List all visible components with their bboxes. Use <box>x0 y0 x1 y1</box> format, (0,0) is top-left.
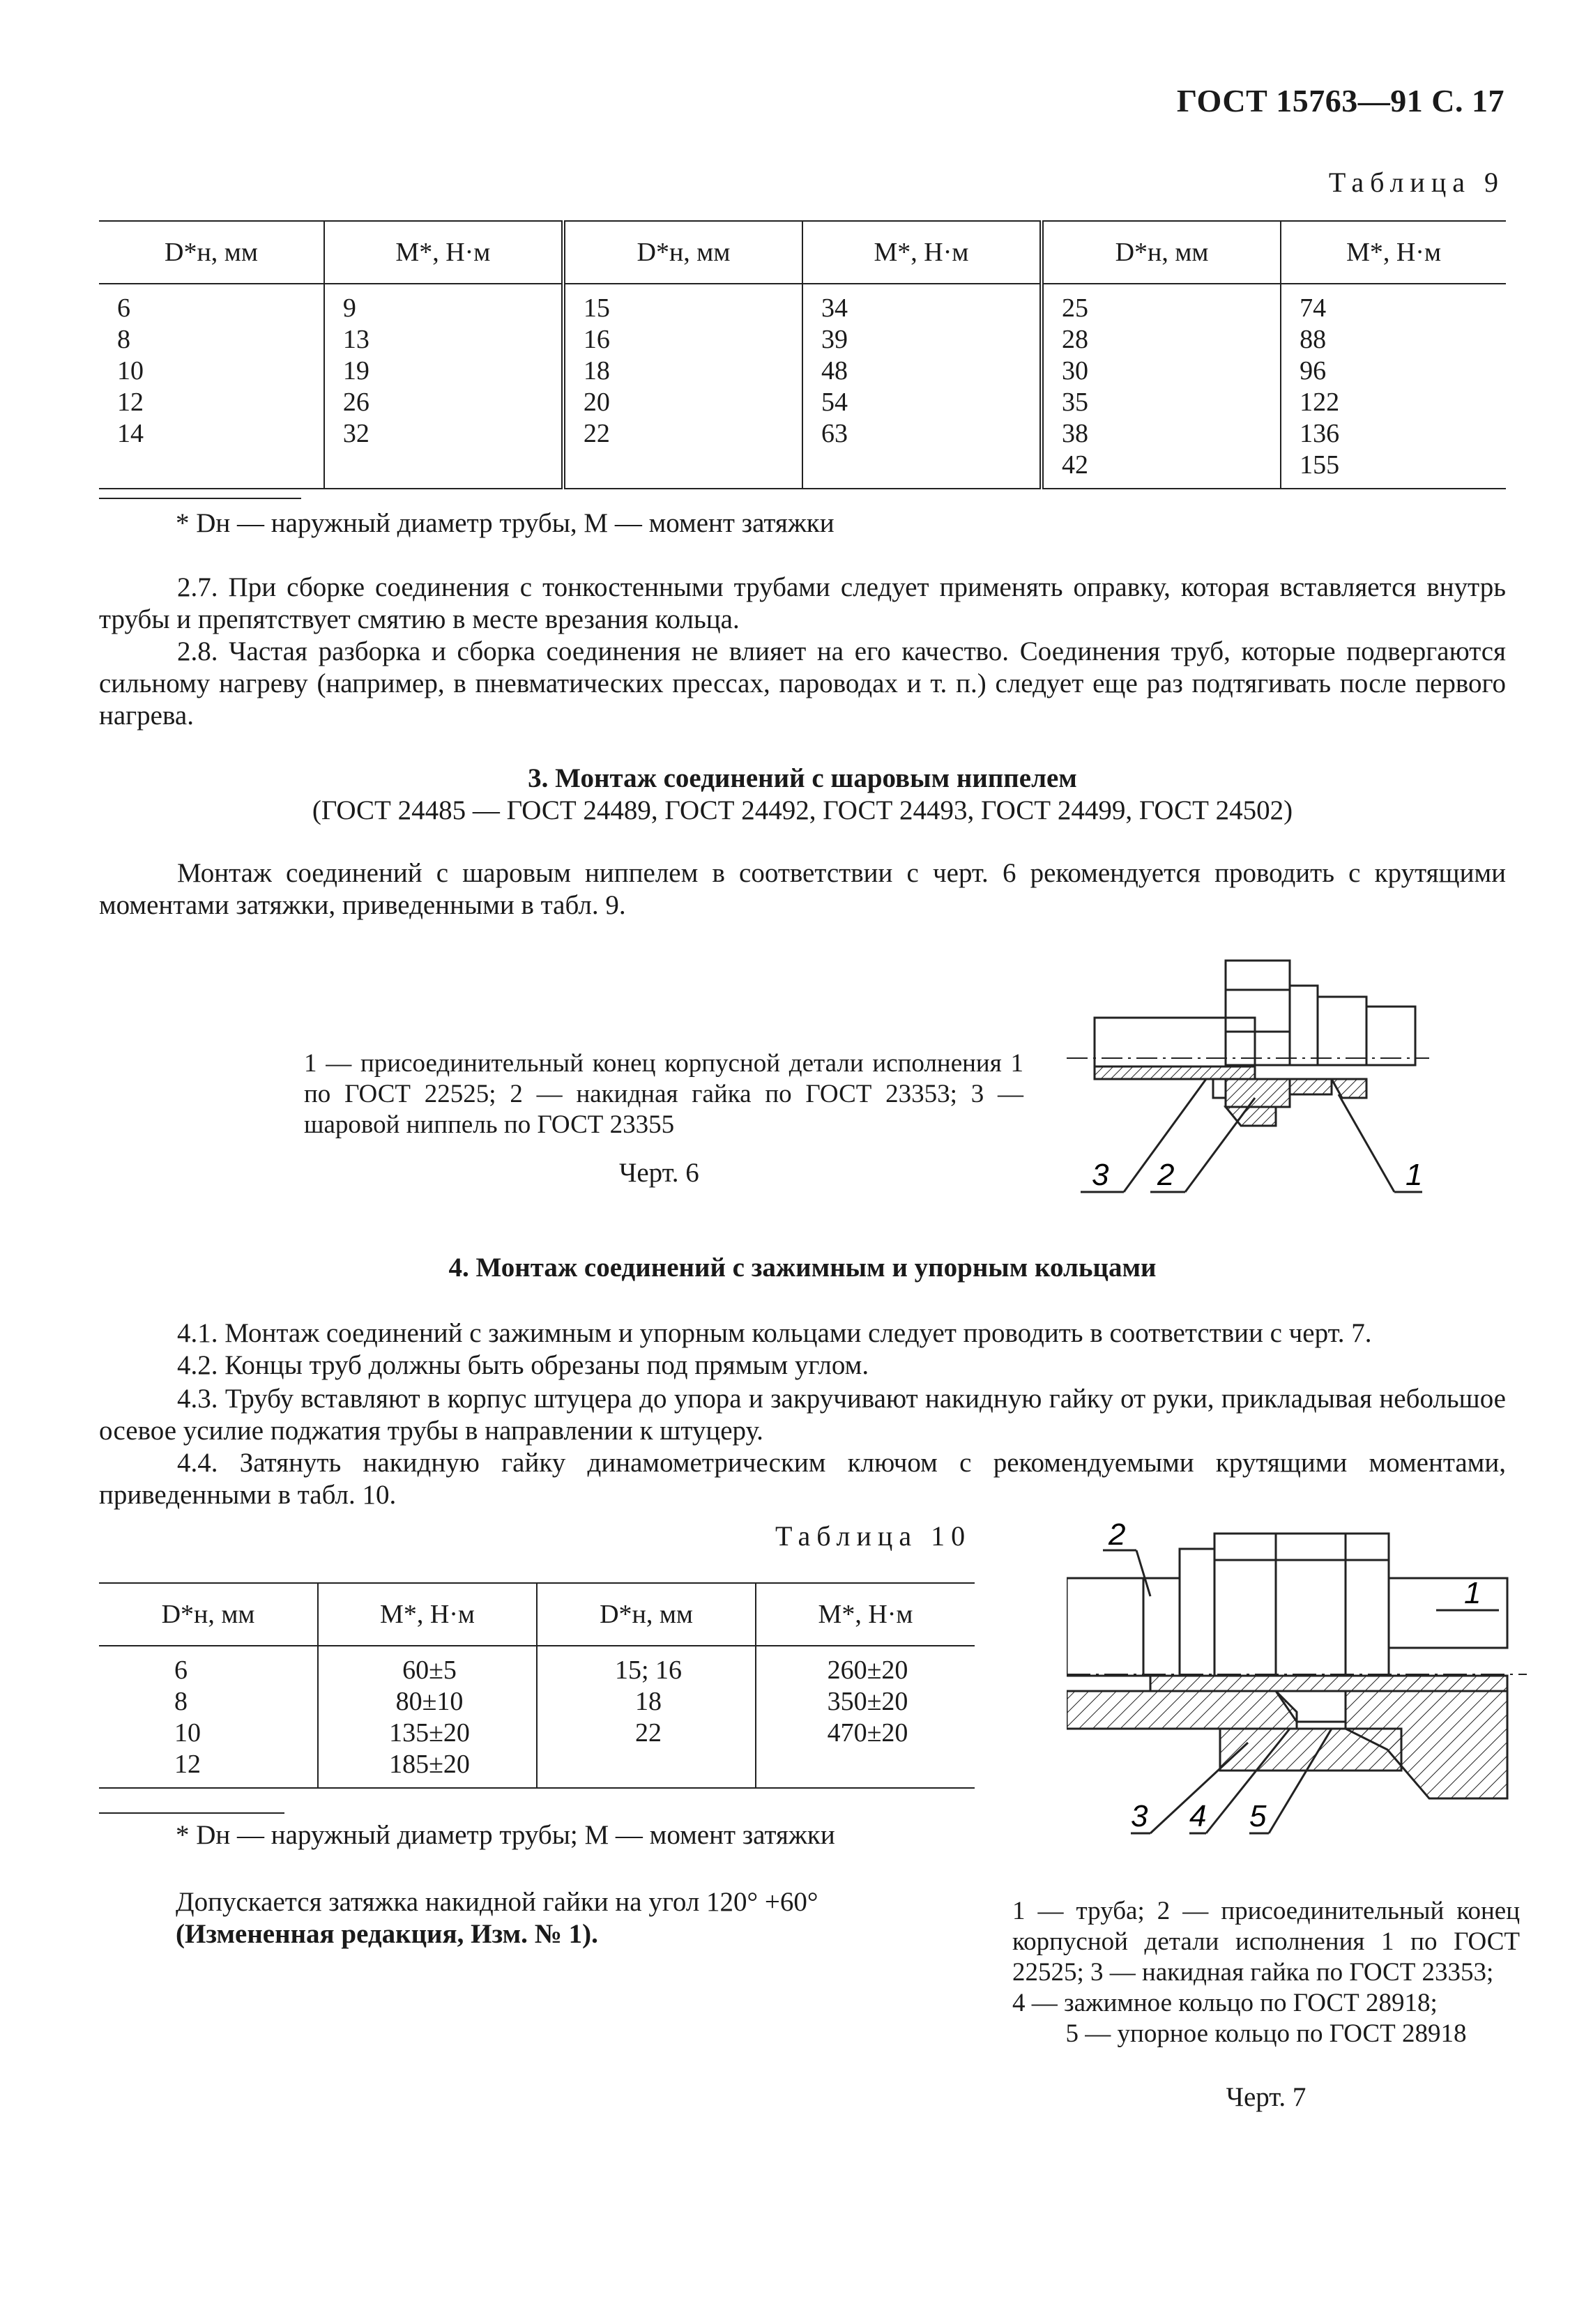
t9-header-2: D*н, мм <box>563 221 802 284</box>
fig6-label-1: 1 <box>1405 1158 1423 1192</box>
table-cell: 6 <box>174 1656 188 1685</box>
t9-header-5: M*, Н·м <box>1281 221 1506 284</box>
table-cell: 88 <box>1281 324 1506 356</box>
t9-header-0: D*н, мм <box>165 238 258 267</box>
table-cell <box>756 1749 975 1788</box>
table-cell: 9 <box>324 284 563 324</box>
table-cell: 18 <box>537 1686 756 1718</box>
section4-title: 4. Монтаж соединений с зажимным и упорным кольцами <box>448 1253 1157 1283</box>
table-cell: 34 <box>802 284 1042 324</box>
table-row <box>99 1646 975 1686</box>
t9-header-4: D*н, мм <box>1042 221 1281 284</box>
table-row <box>99 450 1506 489</box>
paragraph-2-7: 2.7. При сборке соединения с тонкостенными трубами следует применять оправку, которая вставляется внутрь трубы и препятствует смятию в месте врезания кольца. <box>99 572 1506 634</box>
table-cell: 8 <box>174 1687 188 1716</box>
table-cell: 16 <box>563 324 802 356</box>
table-cell: 96 <box>1281 356 1506 387</box>
paragraph-2-8: 2.8. Частая разборка и сборка соединения не влияет на его качество. Соединения труб, которые подвергаются сильному нагреву (например, в пневматических прессах, пароводах и т. п.) следует еще раз подтягивать после первого нагрева. <box>99 636 1506 731</box>
table-row <box>99 1686 975 1718</box>
footnote-rule <box>99 498 301 499</box>
section3-title: 3. Монтаж соединений с шаровым ниппелем <box>528 763 1077 793</box>
table-cell: 38 <box>1042 418 1281 450</box>
paragraph-4-4: 4.4. Затянуть накидную гайку динамометрическим ключом с рекомендуемыми крутящими моментами, приведенными в табл. 10. <box>99 1448 1506 1510</box>
fig7-legend-1: 1 — труба; 2 — присоединительный конец корпусной детали исполнения 1 по ГОСТ 22525; 3 — накидная гайка по ГОСТ 23353; <box>1012 1897 1520 1987</box>
table9-caption: Таблица 9 <box>1328 167 1504 198</box>
amendment-note: (Измененная редакция, Изм. № 1). <box>176 1919 598 1949</box>
table-cell: 30 <box>1042 356 1281 387</box>
fig7-label-3: 3 <box>1131 1799 1148 1833</box>
table10 <box>99 1582 975 1789</box>
table-cell: 22 <box>563 418 802 450</box>
section3-text: Монтаж соединений с шаровым ниппелем в соответствии с черт. 6 рекомендуется проводить с крутящими моментами затяжки, приведенными в табл. 9. <box>99 858 1506 920</box>
fig7-caption: Черт. 7 <box>1226 2082 1306 2112</box>
table10-footnote: * Dн — наружный диаметр трубы; M — момент затяжки <box>176 1820 835 1850</box>
paragraph-4-3: 4.3. Трубу вставляют в корпус штуцера до упора и закручивают накидную гайку от руки, прикладывая небольшое осевое усилие поджатия трубы в направлении к штуцеру. <box>99 1384 1506 1446</box>
table-cell: 74 <box>1281 284 1506 324</box>
table-cell <box>563 450 802 489</box>
table-cell: 8 <box>117 325 130 354</box>
table-cell: 350±20 <box>756 1686 975 1718</box>
table-cell: 13 <box>324 324 563 356</box>
table-cell: 19 <box>324 356 563 387</box>
fig7-label-2: 2 <box>1109 1520 1126 1552</box>
table9-footnote: * Dн — наружный диаметр трубы, M — момент затяжки <box>176 508 835 538</box>
table-cell: 15; 16 <box>537 1646 756 1686</box>
table9 <box>99 220 1506 489</box>
section3-subtitle: (ГОСТ 24485 — ГОСТ 24489, ГОСТ 24492, ГОСТ 24493, ГОСТ 24499, ГОСТ 24502) <box>312 795 1293 825</box>
table-cell: 15 <box>563 284 802 324</box>
t10-header-3: M*, Н·м <box>756 1583 975 1646</box>
fig7-label-4: 4 <box>1189 1799 1207 1833</box>
paragraph-4-1: 4.1. Монтаж соединений с зажимным и упорным кольцами следует проводить в соответствии с черт. 7. <box>177 1318 1372 1348</box>
table-cell: 48 <box>802 356 1042 387</box>
table-cell: 260±20 <box>756 1646 975 1686</box>
table-cell: 25 <box>1042 284 1281 324</box>
page-header: ГОСТ 15763—91 С. 17 <box>1176 83 1504 119</box>
table10-caption: Таблица 10 <box>775 1520 972 1552</box>
table-row <box>99 324 1506 356</box>
table-cell: 6 <box>117 293 130 323</box>
table-row <box>99 387 1506 418</box>
table-row <box>99 356 1506 387</box>
fig7-legend-3: 5 — упорное кольцо по ГОСТ 28918 <box>1065 2019 1467 2048</box>
table-cell: 10 <box>117 356 144 385</box>
table-cell: 35 <box>1042 387 1281 418</box>
fig7-legend-2: 4 — зажимное кольцо по ГОСТ 28918; <box>1012 1989 1438 2017</box>
table-cell: 63 <box>802 418 1042 450</box>
table-cell: 42 <box>1042 450 1281 489</box>
table-cell: 80±10 <box>318 1686 537 1718</box>
t9-header-3: M*, Н·м <box>802 221 1042 284</box>
table-cell: 18 <box>563 356 802 387</box>
table-cell: 28 <box>1042 324 1281 356</box>
t10-header-0: D*н, мм <box>161 1600 255 1629</box>
table-cell: 136 <box>1281 418 1506 450</box>
table-cell: 54 <box>802 387 1042 418</box>
table-cell: 32 <box>324 418 563 450</box>
table-cell: 10 <box>174 1718 201 1748</box>
table-cell: 39 <box>802 324 1042 356</box>
table-cell <box>537 1749 756 1788</box>
fig6-caption: Черт. 6 <box>619 1158 699 1188</box>
t10-header-2: D*н, мм <box>537 1583 756 1646</box>
table-cell: 12 <box>174 1750 201 1779</box>
footnote-rule-2 <box>99 1812 284 1814</box>
table-row <box>99 1749 975 1788</box>
table-cell: 60±5 <box>318 1646 537 1686</box>
fig6-legend: 1 — присоединительный конец корпусной детали исполнения 1 по ГОСТ 22525; 2 — накидная гайка по ГОСТ 23353; 3 — шаровой ниппель по ГОСТ 23355 <box>304 1049 1023 1139</box>
table-cell: 20 <box>563 387 802 418</box>
fig7-label-1: 1 <box>1464 1576 1481 1610</box>
t10-header-1: M*, Н·м <box>318 1583 537 1646</box>
table-cell: 12 <box>117 388 144 417</box>
fig6-label-2: 2 <box>1157 1158 1175 1192</box>
table-cell: 135±20 <box>318 1718 537 1749</box>
table-cell <box>802 450 1042 489</box>
table-cell <box>324 450 563 489</box>
table-cell: 26 <box>324 387 563 418</box>
table-row <box>99 418 1506 450</box>
paragraph-4-2: 4.2. Концы труб должны быть обрезаны под прямым углом. <box>177 1350 869 1380</box>
table-cell: 122 <box>1281 387 1506 418</box>
table-cell: 470±20 <box>756 1718 975 1749</box>
fig7-drawing <box>1067 1520 1527 1861</box>
tightening-text: Допускается затяжка накидной гайки на угол 120° +60° <box>176 1887 818 1917</box>
table-cell: 14 <box>117 419 144 448</box>
table-cell: 185±20 <box>318 1749 537 1788</box>
table-cell <box>99 450 324 489</box>
table-cell: 155 <box>1281 450 1506 489</box>
fig7-label-5: 5 <box>1249 1799 1267 1833</box>
fig6-drawing <box>1067 955 1429 1206</box>
fig6-label-3: 3 <box>1092 1158 1109 1192</box>
table-row <box>99 1718 975 1749</box>
t9-header-1: M*, Н·м <box>324 221 563 284</box>
table-row <box>99 284 1506 324</box>
table-cell: 22 <box>537 1718 756 1749</box>
